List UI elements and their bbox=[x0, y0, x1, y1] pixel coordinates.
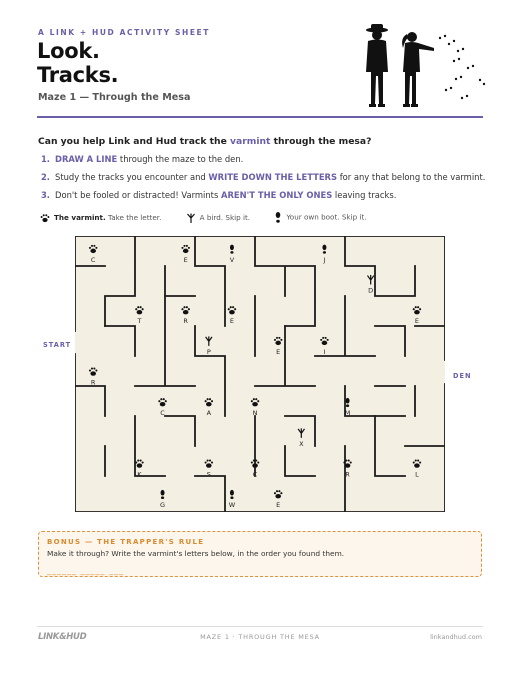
bonus-box bbox=[38, 531, 482, 577]
maze-track-letter: E bbox=[229, 317, 234, 326]
paw-print-icon bbox=[40, 213, 50, 223]
question-accent-word: varmint bbox=[230, 136, 271, 147]
legend-text: Take the letter. bbox=[108, 212, 162, 222]
maze-track-letter: W bbox=[228, 501, 236, 510]
maze-subtitle: Maze 1 — Through the Mesa bbox=[38, 92, 191, 103]
maze-track-letter: X bbox=[299, 439, 304, 448]
question-text-start: Can you help Link and Hud track the bbox=[38, 136, 231, 147]
maze-grid[interactable] bbox=[75, 236, 445, 512]
step-number: 2. bbox=[40, 172, 50, 182]
maze-track-letter: R bbox=[183, 317, 188, 326]
maze-track-letter: R bbox=[90, 378, 96, 387]
footer-divider bbox=[37, 626, 483, 627]
maze-track-letter: A bbox=[206, 409, 212, 418]
maze-track-letter: D bbox=[368, 286, 374, 295]
maze-den-label: DEN bbox=[453, 372, 472, 380]
legend-item-boot bbox=[274, 212, 366, 223]
maze-track-letter: N bbox=[252, 409, 258, 418]
maze-track-letter: M bbox=[344, 409, 351, 418]
question-text-end: through the mesa? bbox=[270, 136, 372, 147]
bonus-title: BONUS — THE TRAPPER'S RULE bbox=[47, 538, 205, 546]
title-line-2: Tracks. bbox=[37, 63, 119, 87]
brand-logo: LINK&HUD bbox=[38, 632, 87, 642]
intro-question bbox=[38, 136, 371, 147]
step-emphasis: WRITE DOWN THE LETTERS bbox=[208, 172, 338, 182]
activity-kicker: A LINK + HUD ACTIVITY SHEET bbox=[38, 28, 210, 37]
maze-background bbox=[75, 236, 445, 512]
maze-track-letter: S bbox=[206, 470, 211, 479]
footer-website: linkandhud.com bbox=[430, 633, 482, 641]
bird-track-icon bbox=[186, 213, 196, 223]
maze-track-letter: T bbox=[137, 317, 142, 326]
maze-track-letter: C bbox=[160, 409, 165, 418]
step-number: 3. bbox=[40, 190, 50, 200]
maze-track-letter: E bbox=[276, 501, 281, 510]
step-text: for any that belong to the varmint. bbox=[337, 172, 486, 182]
step-text: leaving tracks. bbox=[332, 190, 397, 200]
boot-print-icon bbox=[274, 212, 282, 223]
link-and-hud-silhouette-image bbox=[350, 24, 490, 114]
legend-text: A bird. Skip it. bbox=[199, 212, 251, 222]
step-text: Study the tracks you encounter and bbox=[55, 172, 209, 182]
title-line-1: Look. bbox=[37, 39, 100, 63]
instruction-step bbox=[38, 186, 488, 204]
maze-track-letter: L bbox=[415, 470, 419, 479]
step-number: 1. bbox=[40, 154, 50, 164]
maze-track-letter: K bbox=[137, 470, 142, 479]
maze-track-letter: E bbox=[414, 317, 419, 326]
maze-track-letter: E bbox=[276, 347, 281, 356]
step-emphasis: AREN'T THE ONLY ONES bbox=[221, 190, 333, 200]
page-title bbox=[37, 39, 118, 87]
maze-track-letter: C bbox=[90, 255, 96, 264]
maze-start-label: START bbox=[43, 341, 72, 349]
maze-track-letter: G bbox=[160, 501, 166, 510]
maze-track-letter: V bbox=[229, 255, 235, 264]
track-legend bbox=[40, 212, 389, 223]
maze-track-letter: P bbox=[206, 347, 211, 356]
step-text: Don't be fooled or distracted! Varmints bbox=[55, 190, 221, 200]
legend-text: Your own boot. Skip it. bbox=[286, 212, 367, 222]
bonus-instructions: Make it through? Write the varmint's letters below, in the order you found them. bbox=[47, 549, 345, 558]
maze-track-letter: I bbox=[323, 347, 326, 356]
header-divider bbox=[37, 116, 483, 118]
legend-item-varmint bbox=[40, 213, 161, 223]
step-emphasis: DRAW A LINE bbox=[55, 154, 118, 164]
legend-bold-label: The varmint. bbox=[54, 212, 106, 222]
step-text: through the maze to the den. bbox=[117, 154, 244, 164]
instruction-step bbox=[38, 168, 488, 186]
maze-track-letter: R bbox=[345, 470, 350, 479]
maze-track-letter: J bbox=[323, 255, 326, 264]
footer-page-label: MAZE 1 · THROUGH THE MESA bbox=[200, 633, 320, 641]
maze-track-letter: E bbox=[183, 255, 188, 264]
maze-track-letter: C bbox=[252, 470, 258, 479]
legend-item-bird bbox=[186, 213, 250, 223]
instruction-steps bbox=[38, 150, 488, 204]
instruction-step bbox=[38, 150, 488, 168]
answer-blanks[interactable]: ______ _____ ___ bbox=[47, 566, 125, 575]
